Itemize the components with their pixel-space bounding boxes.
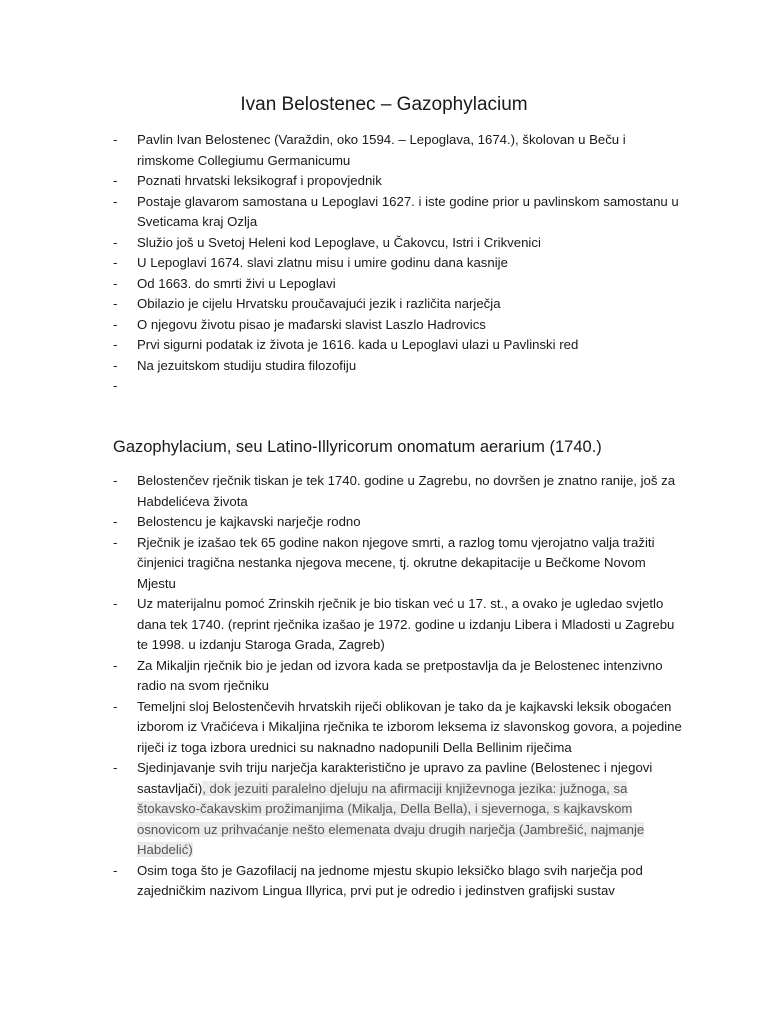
bullet-dash: -	[113, 534, 118, 550]
bullet-dash: -	[113, 596, 118, 611]
list-item	[113, 533, 683, 595]
section-heading: Gazophylacium, seu Latino-Illyricorum onomatum aerarium (1740.)	[113, 438, 602, 456]
gazophylacium-list	[113, 471, 683, 902]
list-item-text: O njegovu životu pisao je mađarski slavist Laszlo Hadrovics	[137, 316, 486, 332]
list-item-text: Uz materijalnu pomoć Zrinskih rječnik je bio tiskan već u 17. st., a ovako je ugledao svjetlo dana tek 1740. (reprint rječnika izašao je 1972. godine u izdanju Libera i Mladosti u Zagrebu te 1998. u izdanju Staroga Grada, Zagreb)	[137, 596, 675, 652]
list-item-text: Temeljni sloj Belostenčevih hrvatskih riječi oblikovan je tako da je kajkavski leksik obogaćen izborom iz Vračićeva i Mikaljina rječnika te izborom leksema iz slavonskog govora, a pojedine riječi iz toga izbora urednici su naknadno nadopunili Della Bellinim riječima	[137, 698, 682, 755]
list-item-text: Za Mikaljin rječnik bio je jedan od izvora kada se pretpostavlja da je Belostenec intenzivno radio na svom rječniku	[137, 657, 663, 693]
list-item	[113, 471, 683, 512]
list-item-empty	[113, 376, 683, 397]
list-item	[113, 253, 683, 274]
list-item	[113, 233, 683, 254]
list-item-text: Na jezuitskom studiju studira filozofiju	[137, 357, 357, 373]
list-item-text: Belostenčev rječnik tiskan je tek 1740. godine u Zagrebu, no dovršen je znatno ranije, još za Habdelićeva života	[137, 473, 676, 509]
list-item	[113, 656, 683, 697]
highlighted-text: , dok jezuiti paralelno djeluju na afirmaciji književnoga jezika: južnoga, sa štokavsko-čakavskim prožimanjima (Mikalja, Della Bella), i sjevernoga, s kajkavskom osnovicom uz prihvaćanje nešto elemenata dvaju drugih narječja (Jambrešić, najmanje Habdelić)	[137, 780, 645, 857]
list-item	[113, 274, 683, 295]
bullet-dash: -	[113, 132, 118, 147]
list-item-text: Osim toga što je Gazofilacij na jednome mjestu skupio leksičko blago svih narječja pod zajedničkim nazivom Lingua Illyrica, prvi put je odredio i jedinstven grafijski sustav	[137, 862, 643, 898]
list-item-text: Poznati hrvatski leksikograf i propovjednik	[137, 173, 382, 188]
bullet-dash: -	[113, 473, 118, 488]
list-item	[113, 697, 683, 759]
bullet-dash: -	[113, 698, 118, 714]
bullet-dash: -	[113, 173, 118, 188]
list-item	[113, 861, 683, 902]
list-item	[113, 294, 683, 315]
bullet-dash: -	[113, 316, 118, 332]
list-item-text: Belostencu je kajkavski narječje rodno	[137, 514, 361, 529]
bullet-dash: -	[113, 296, 118, 311]
list-item	[113, 594, 683, 656]
list-item-text: Postaje glavarom samostana u Lepoglavi 1627. i iste godine prior u pavlinskom samostanu u Sveticama kraj Ozlja	[137, 193, 679, 229]
bullet-dash: -	[113, 657, 118, 673]
document-title: Ivan Belostenec – Gazophylacium	[240, 94, 528, 115]
bullet-dash: -	[113, 234, 118, 250]
list-item	[113, 512, 683, 533]
list-item-text: U Lepoglavi 1674. slavi zlatnu misu i umire godinu dana kasnije	[137, 255, 508, 270]
biography-list	[113, 130, 683, 397]
list-item-text: Rječnik je izašao tek 65 godine nakon njegove smrti, a razlog tomu vjerojatno valja tražiti činjenici tragična nestanka njegova mecene, tj. okrutne dekapitacije u Bečkome Novom Mjestu	[137, 534, 655, 591]
bullet-dash: -	[113, 378, 118, 393]
list-item-text: Od 1663. do smrti živi u Lepoglavi	[137, 275, 336, 291]
list-item	[113, 356, 683, 377]
list-item-text: Pavlin Ivan Belostenec (Varaždin, oko 1594. – Lepoglava, 1674.), školovan u Beču i rimskome Collegiumu Germanicumu	[137, 132, 626, 168]
list-item	[113, 192, 683, 233]
list-item-text: Prvi sigurni podatak iz života je 1616. kada u Lepoglavi ulazi u Pavlinski red	[137, 337, 579, 352]
list-item	[113, 315, 683, 336]
bullet-dash: -	[113, 514, 118, 529]
list-item-text: Služio još u Svetoj Heleni kod Lepoglave, u Čakovcu, Istri i Crikvenici	[137, 234, 541, 250]
list-item-text: Obilazio je cijelu Hrvatsku proučavajući jezik i različita narječja	[137, 296, 501, 311]
bullet-dash: -	[113, 357, 118, 373]
list-item	[113, 335, 683, 356]
list-item	[113, 130, 683, 171]
bullet-dash: -	[113, 193, 118, 209]
bullet-dash: -	[113, 760, 118, 775]
bullet-dash: -	[113, 255, 118, 270]
bullet-dash: -	[113, 337, 118, 352]
list-item-text: Sjedinjavanje svih triju narječja karakteristično je upravo za pavline (Belostenec i njegovi sastavljači)	[137, 760, 653, 796]
bullet-dash: -	[113, 275, 118, 291]
list-item	[113, 758, 683, 861]
list-item	[113, 171, 683, 192]
bullet-dash: -	[113, 862, 118, 878]
